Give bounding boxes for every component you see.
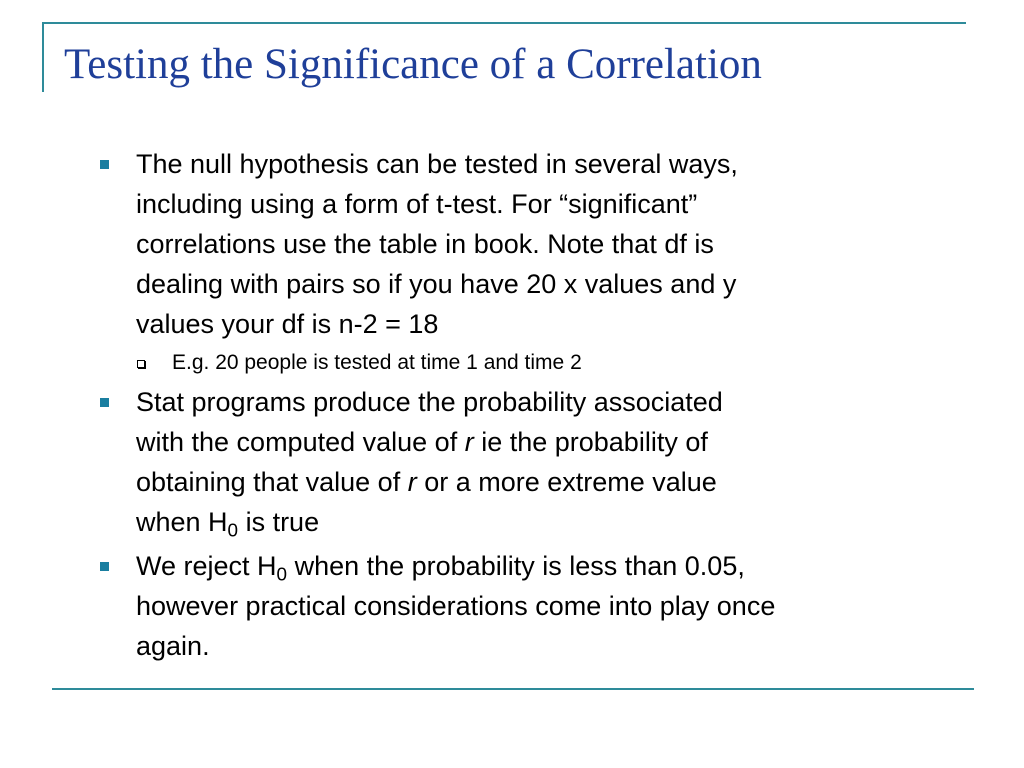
italic-r: r — [464, 427, 474, 457]
text-segment: is true — [238, 507, 320, 537]
bullet-text-line: again. — [136, 631, 210, 661]
bullet-text-line: The null hypothesis can be tested in several ways, — [136, 149, 738, 179]
bullet-stat-programs — [96, 382, 976, 542]
bullet-text-line — [136, 462, 976, 502]
bullet-null-hypothesis — [96, 144, 976, 344]
sub-bullet-example — [96, 346, 976, 380]
bullet-reject-h0 — [96, 546, 976, 666]
bullet-text-line — [136, 546, 976, 586]
slide-content — [96, 144, 976, 666]
square-bullet-icon — [100, 562, 109, 571]
bullet-text-line — [136, 502, 976, 542]
text-segment: when H — [136, 507, 228, 537]
square-bullet-icon — [100, 398, 109, 407]
frame-left-line — [42, 22, 44, 92]
italic-r: r — [407, 467, 417, 497]
text-segment: ie the probability of — [473, 427, 708, 457]
bullet-text-line: Stat programs produce the probability associated — [136, 387, 723, 417]
square-bullet-icon — [100, 160, 109, 169]
bullet-text-line: correlations use the table in book. Note that df is — [136, 229, 714, 259]
text-segment: obtaining that value of — [136, 467, 408, 497]
slide-title: Testing the Significance of a Correlation — [64, 41, 762, 88]
frame-bottom-line — [52, 688, 974, 690]
text-segment: or a more extreme value — [416, 467, 717, 497]
sub-bullet-text: E.g. 20 people is tested at time 1 and time 2 — [172, 351, 582, 374]
hollow-square-bullet-icon — [137, 360, 145, 368]
subscript-zero: 0 — [276, 564, 288, 586]
bullet-text-line: including using a form of t-test. For “significant” — [136, 189, 698, 219]
text-segment: We reject H — [136, 551, 277, 581]
bullet-text-line: dealing with pairs so if you have 20 x values and y — [136, 269, 737, 299]
bullet-text-line — [136, 422, 976, 462]
subscript-zero: 0 — [227, 520, 239, 542]
bullet-text-line: values your df is n-2 = 18 — [136, 309, 439, 339]
frame-top-line — [42, 22, 966, 24]
text-segment: when the probability is less than 0.05, — [287, 551, 745, 581]
bullet-text-line: however practical considerations come into play once — [136, 591, 776, 621]
text-segment: with the computed value of — [136, 427, 465, 457]
